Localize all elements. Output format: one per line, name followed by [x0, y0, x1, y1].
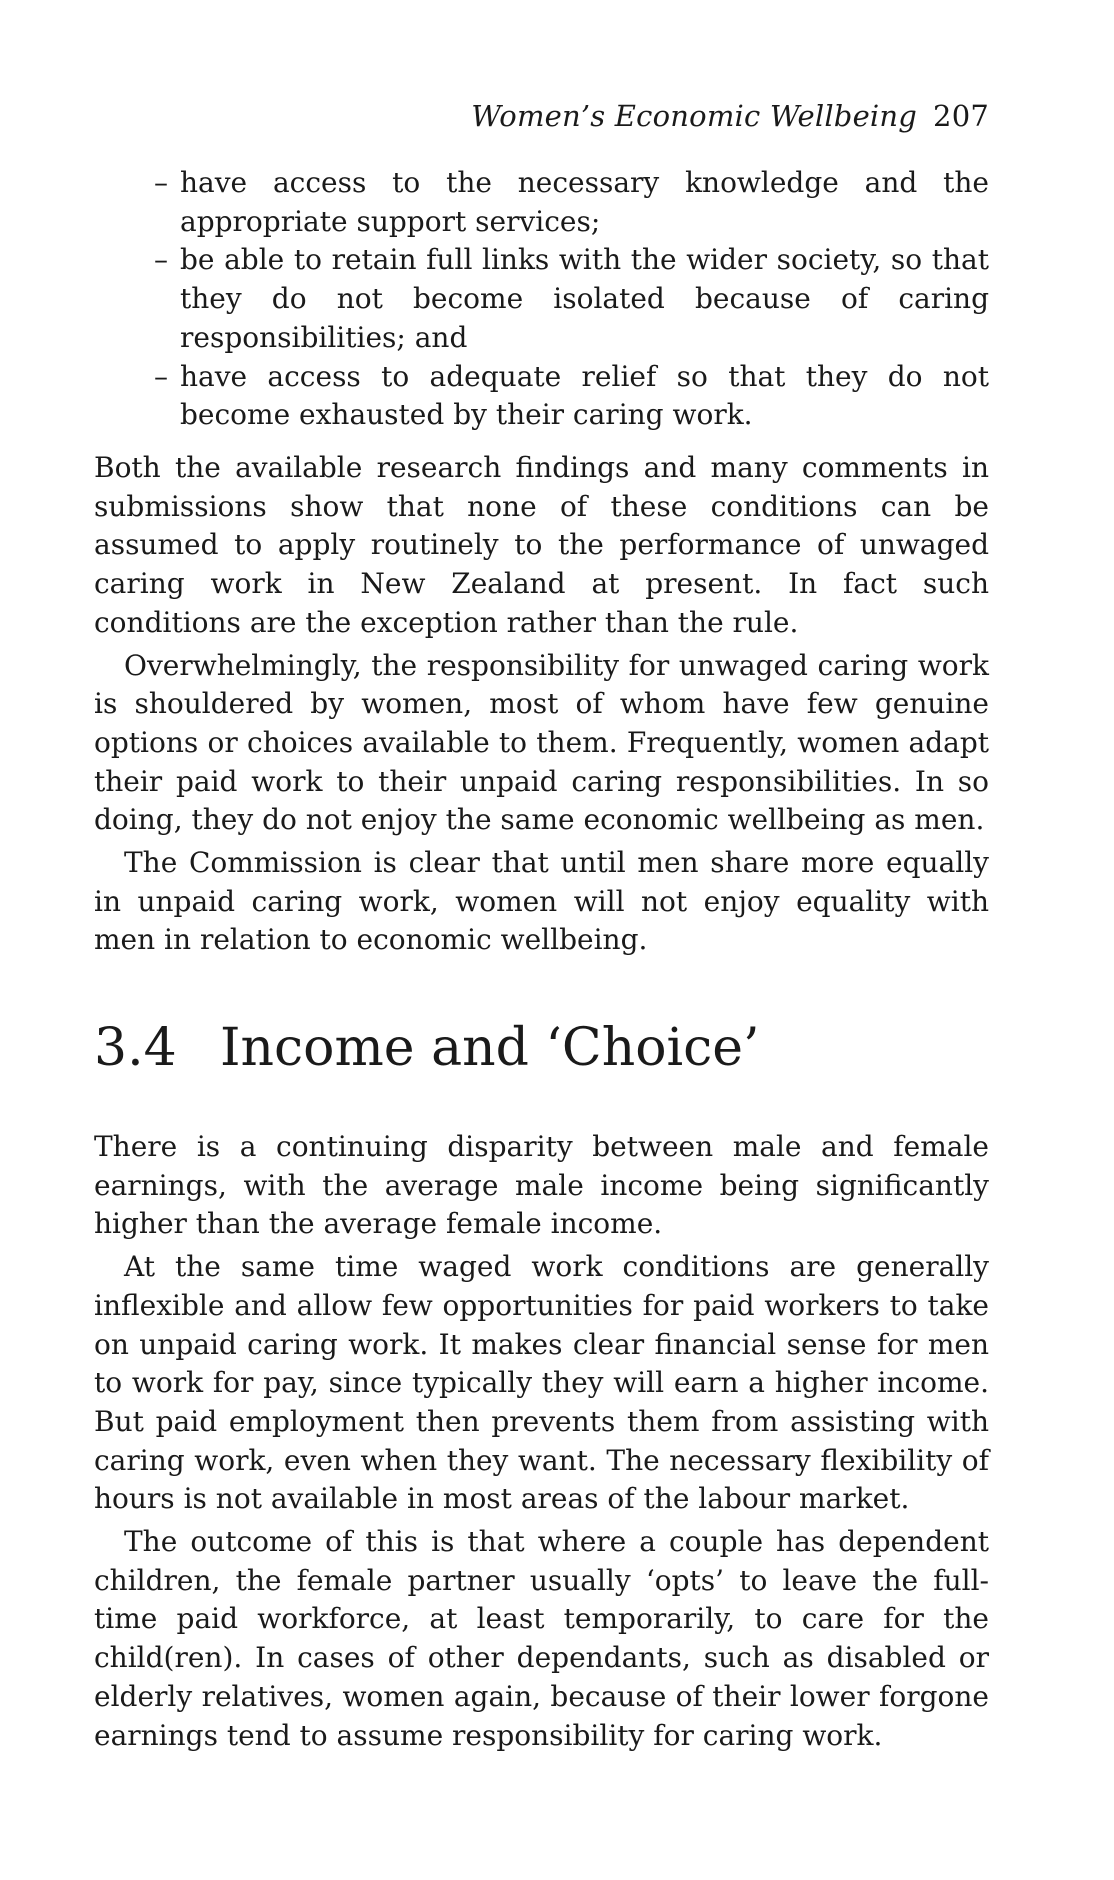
- list-item: – have access to adequate relief so that they do not become exhausted by their caring work.: [154, 358, 989, 435]
- body-text-after-heading: [94, 1128, 989, 1759]
- running-head-title: Women’s Economic Wellbeing: [471, 99, 918, 133]
- section-title: Income and ‘Choice’: [220, 1018, 760, 1078]
- paragraph: Overwhelmingly, the responsibility for unwaged caring work is shouldered by women, most of whom have few genuine options or choices available to them. Frequently, women adapt their paid work to their unpaid caring responsibilities. In so doing, they do not enjoy the same economic wellbeing as men.: [94, 648, 989, 837]
- paragraph: At the same time waged work conditions are generally inflexible and allow few opportunities for paid workers to take on unpaid caring work. It makes clear financial sense for men to work for pay, since typically they will earn a higher income. But paid employment then prevents them from assisting with caring work, even when they want. The necessary flexibility of hours is not available in most areas of the labour market.: [94, 1250, 989, 1516]
- paragraph: The outcome of this is that where a couple has dependent children, the female partner usually ‘opts’ to leave the full-time paid workforce, at least temporarily, to care for the child(ren). In cases of other dependants, such as disabled or elderly relatives, women again, because of their lower forgone earnings tend to assume responsibility for caring work.: [94, 1525, 989, 1752]
- condition-list: [154, 164, 989, 435]
- page-number: 207: [933, 99, 989, 133]
- list-item: – have access to the necessary knowledge and the appropriate support services;: [154, 164, 989, 241]
- paragraph: Both the available research findings and many comments in submissions show that none of these conditions can be assumed to apply routinely to the performance of unwaged caring work in New Zealand at present. In fact such conditions are the exception rather than the rule.: [94, 451, 989, 639]
- paragraph: The Commission is clear that until men share more equally in unpaid caring work, women will not enjoy equality with men in relation to economic wellbeing.: [94, 846, 989, 957]
- paragraph: There is a continuing disparity between male and female earnings, with the average male income being significantly higher than the average female income.: [94, 1130, 989, 1241]
- running-head: [94, 96, 989, 136]
- body-text-before-heading: [94, 449, 989, 964]
- list-item: – be able to retain full links with the wider society, so that they do not become isolated because of caring responsibilities; and: [154, 241, 989, 357]
- section-heading: [94, 1015, 989, 1081]
- section-number: 3.4: [94, 1018, 177, 1078]
